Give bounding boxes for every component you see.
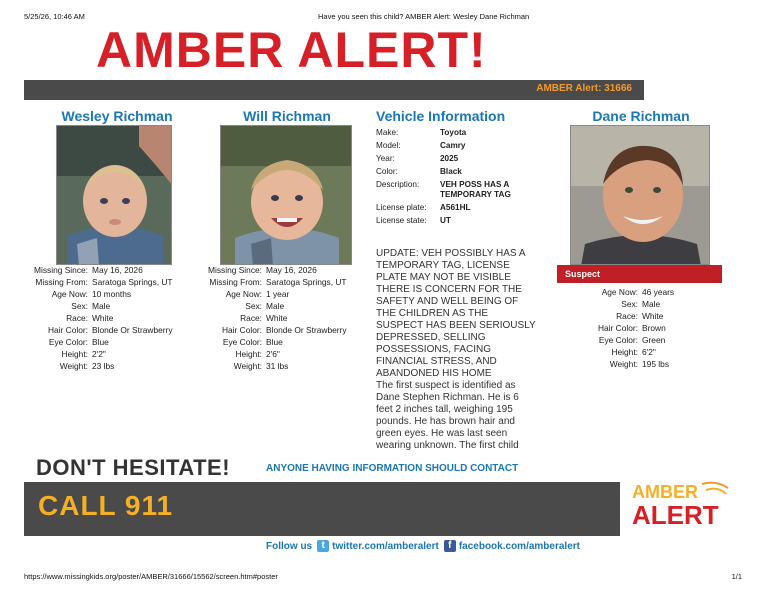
print-page-title: Have you seen this child? AMBER Alert: Wesley Dane Richman — [318, 12, 530, 21]
child-photo-wesley — [56, 125, 172, 265]
amber-alert-title: AMBER ALERT! — [96, 22, 487, 78]
detail-row: Age Now: 1 year — [225, 289, 290, 299]
detail-row: Eye Color: Green — [598, 335, 666, 345]
detail-row: Age Now: 10 months — [51, 289, 132, 299]
vehicle-info-title: Vehicle Information — [376, 108, 506, 124]
man-portrait-icon — [571, 126, 710, 265]
detail-row: Race: White — [240, 313, 288, 323]
child-details-will — [188, 264, 347, 372]
child-details-wesley — [18, 264, 173, 372]
case-number: AMBER Alert: 31666 — [536, 83, 632, 94]
amber-alert-logo-icon — [630, 478, 730, 530]
vehicle-row: Make: Toyota — [376, 128, 467, 137]
detail-row: Eye Color: Blue — [222, 337, 283, 347]
detail-row: Missing Since: May 16, 2026 — [34, 265, 143, 275]
detail-row: Sex: Male — [71, 301, 111, 311]
detail-row: Sex: Male — [245, 301, 285, 311]
facebook-icon: f — [444, 540, 456, 552]
vehicle-info-table — [376, 128, 530, 229]
logo-alert-text: ALERT — [632, 500, 719, 530]
baby-portrait-icon — [57, 126, 172, 265]
print-url: https://www.missingkids.org/poster/AMBER/31666/15562/screen.htm#poster — [24, 572, 278, 581]
logo-amber-text: AMBER — [632, 482, 698, 502]
detail-row: Height: 6'2" — [611, 347, 656, 357]
detail-row: Age Now: 46 years — [601, 287, 675, 297]
print-timestamp: 5/25/26, 10:46 AM — [24, 12, 85, 21]
detail-row: Height: 2'6" — [235, 349, 280, 359]
detail-row: Weight: 195 lbs — [609, 359, 670, 369]
detail-row: Weight: 23 lbs — [59, 361, 115, 371]
detail-row: Missing Since: May 16, 2026 — [208, 265, 317, 275]
print-page-number: 1/1 — [731, 572, 742, 581]
call-911-text: CALL 911 — [38, 490, 174, 521]
suspect-name: Dane Richman — [592, 108, 690, 124]
detail-row: Missing From: Saratoga Springs, UT — [209, 277, 347, 287]
detail-row: Sex: Male — [621, 299, 661, 309]
dont-hesitate-heading: DON'T HESITATE! — [36, 455, 231, 480]
suspect-details — [556, 286, 674, 370]
suspect-label: Suspect — [565, 269, 601, 279]
detail-row: Race: White — [66, 313, 114, 323]
case-bar — [24, 80, 644, 100]
detail-row: Race: White — [616, 311, 664, 321]
vehicle-row: Color: Black — [376, 167, 462, 176]
twitter-link[interactable]: twitter.com/amberalert — [332, 540, 439, 552]
facebook-link[interactable]: facebook.com/amberalert — [458, 540, 580, 552]
detail-row: Height: 2'2" — [61, 349, 106, 359]
detail-row: Weight: 31 lbs — [233, 361, 289, 371]
update-description — [376, 248, 536, 454]
child-wesley — [56, 108, 178, 124]
child-name: Will Richman — [243, 108, 331, 124]
vehicle-row: Description: VEH POSS HAS A TEMPORARY TAG — [376, 180, 511, 199]
detail-row: Missing From: Saratoga Springs, UT — [35, 277, 173, 287]
child-will — [226, 108, 348, 124]
update-text: UPDATE: VEH POSSIBLY HAS A TEMPORARY TAG, LICENSE PLATE MAY NOT BE VISIBLE THERE IS CONCERN FOR THE SAFETY AND WELL BEING OF THE CHILDREN AS THE SUSPECT HAS BEEN SERIOUSLY DEPRESSED, SELLING POSSESSIONS, FACING FINANCIAL STRESS, AND ABANDONED HIS HOME — [376, 248, 536, 379]
vehicle-row: License state: UT — [376, 216, 451, 225]
vehicle-row: Model: Camry — [376, 141, 466, 150]
detail-row: Hair Color: Blonde Or Strawberry — [47, 325, 173, 335]
child-photo-will — [220, 125, 352, 265]
detail-row: Hair Color: Brown — [597, 323, 666, 333]
follow-us-label: Follow us — [266, 540, 313, 552]
suspect-photo — [570, 125, 710, 265]
suspect-description-text: The first suspect is identified as Dane Stephen Richman. He is 6 feet 2 inches tall, weighing 195 pounds. He has brown hair and green eyes. He was last seen wearing unknown. The first child — [376, 380, 519, 451]
toddler-portrait-icon — [221, 126, 352, 265]
detail-row: Hair Color: Blonde Or Strawberry — [221, 325, 347, 335]
vehicle-row: Year: 2025 — [376, 154, 459, 163]
vehicle-row: License plate: A561HL — [376, 203, 471, 212]
child-name: Wesley Richman — [61, 108, 173, 124]
call-911-bar — [24, 482, 620, 536]
suspect-label-bar — [557, 265, 722, 283]
detail-row: Eye Color: Blue — [48, 337, 109, 347]
contact-instruction: ANYONE HAVING INFORMATION SHOULD CONTACT — [266, 463, 519, 474]
follow-us-row — [266, 540, 580, 552]
twitter-icon: t — [317, 540, 329, 552]
